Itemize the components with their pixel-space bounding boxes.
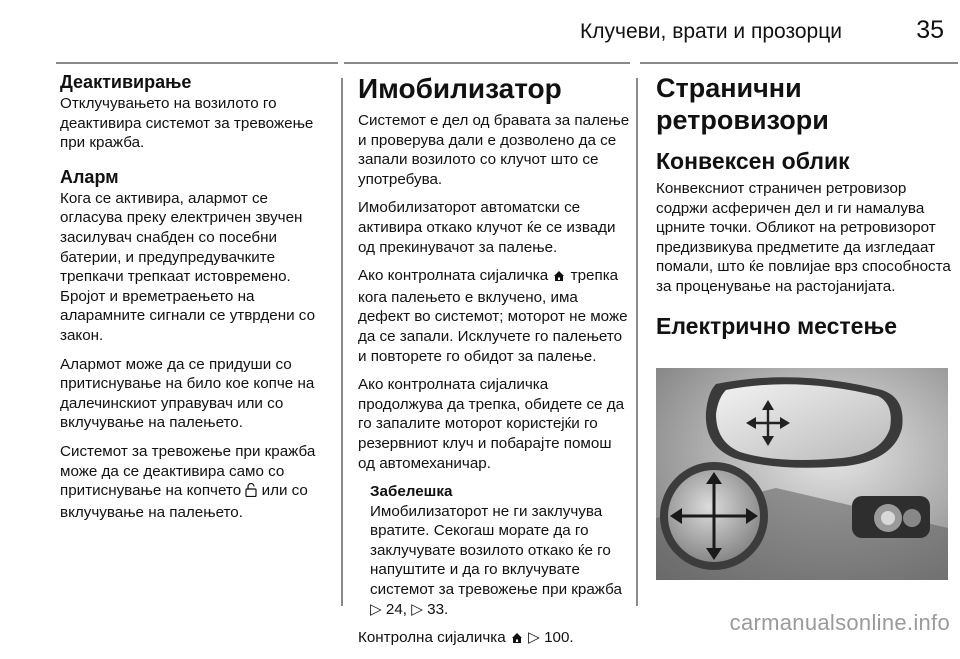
reference-arrow-icon: ▷ xyxy=(370,600,382,618)
reference-arrow-icon: ▷ xyxy=(411,600,423,618)
heading-side-mirrors: Странични ретровизори xyxy=(656,73,829,135)
column-separator-1 xyxy=(341,78,343,606)
column-2 xyxy=(358,72,630,659)
paragraph-alarm: Кога се активира, алармот се огласува преку електричен звучен засилувач снабден со посебни батерии, и предупредувачките трепкачи трепкаат истовремено. Бројот и времетраењето на аларамните сигнали се утврдени со закон. xyxy=(60,189,316,344)
heading-deactivation: Деактивирање xyxy=(60,72,192,92)
note-text xyxy=(370,502,630,620)
control-light-label: Контролна сијаличка xyxy=(358,629,506,647)
note-text-body: Имобилизаторот не ги заклучува вратите. Секогаш морате да го заклучувате возилото откако ќе го напуштите и да го вклучувате системот за тревожење при кражба xyxy=(370,502,622,599)
paragraph-convex: Конвексниот страничен ретровизор содржи асферичен дел и ги намалува црните точки. Обликот на ретровизорот предизвикува предметите да изгледаат помали, што ќе повлијае врз способноста за проценување на растојанијата. xyxy=(656,180,951,295)
column-rule-1 xyxy=(56,62,338,64)
header-title: Клучеви, врати и прозорци xyxy=(580,20,842,43)
paragraph-alarm-mute: Алармот може да се придуши со притиснување на било кое копче на далечинскиот управувач или со вклучување на палењето. xyxy=(60,355,315,432)
column-1 xyxy=(60,72,330,531)
reference-arrow-icon: ▷ xyxy=(528,629,540,647)
paragraph-immobiliser-flash xyxy=(358,266,630,366)
paragraph-alarm-deactivate xyxy=(60,442,330,522)
page-header xyxy=(0,0,960,62)
paragraph-deactivation: Отклучувањето на возилото го деактивира системот за тревожење при кражба. xyxy=(60,95,314,152)
heading-immobiliser: Имобилизатор xyxy=(358,73,562,104)
column-separator-2 xyxy=(636,78,638,606)
mirror-adjustment-illustration xyxy=(656,368,948,580)
column-rule-3 xyxy=(640,62,958,64)
note-title: Забелешка xyxy=(370,483,453,501)
paragraph-control-light-ref xyxy=(358,628,630,650)
paragraph-immobiliser-spare: Ако контролната сијаличка продолжува да трепка, обидете се да го запалите моторот користејќи го резервниот клуч и побарајте помош од автомеханичар. xyxy=(358,376,625,472)
watermark: carmanualsonline.info xyxy=(729,610,950,635)
heading-electric-adjustment: Електрично местење xyxy=(656,312,898,339)
note-reference-2: 33. xyxy=(422,600,449,618)
paragraph-immobiliser-flash-b: трепка кога палењето е вклучено, има дефект во системот; моторот не може да се запали. Исклучете го палењето и повторете го обидот за палење. xyxy=(358,267,628,365)
column-3 xyxy=(656,72,952,344)
page-number: 35 xyxy=(916,16,944,44)
note-box xyxy=(358,482,630,619)
heading-alarm: Аларм xyxy=(60,166,119,187)
paragraph-alarm-deactivate-b: или со вклучување на палењето. xyxy=(60,482,308,521)
paragraph-immobiliser-auto: Имобилизаторот автоматски се активира откако клучот ќе се извади од прекинувачот за палење. xyxy=(358,199,616,256)
control-light-page-ref: 100. xyxy=(539,629,574,647)
immobiliser-light-icon xyxy=(510,630,524,650)
unlock-button-icon xyxy=(245,483,257,503)
paragraph-immobiliser-flash-a: Ако контролната сијаличка xyxy=(358,267,549,285)
column-rule-2 xyxy=(344,62,630,64)
heading-convex-shape: Конвексен облик xyxy=(656,148,850,174)
paragraph-alarm-deactivate-a: Системот за тревожење при кражба може да се деактивира само со притиснување на копчето xyxy=(60,442,316,500)
paragraph-immobiliser-intro: Системот е дел од бравата за палење и проверува дали е дозволено да се запали возилото со клучот што се употребува. xyxy=(358,112,630,188)
immobiliser-light-icon xyxy=(552,268,566,288)
note-reference-1: 24, xyxy=(381,600,412,618)
